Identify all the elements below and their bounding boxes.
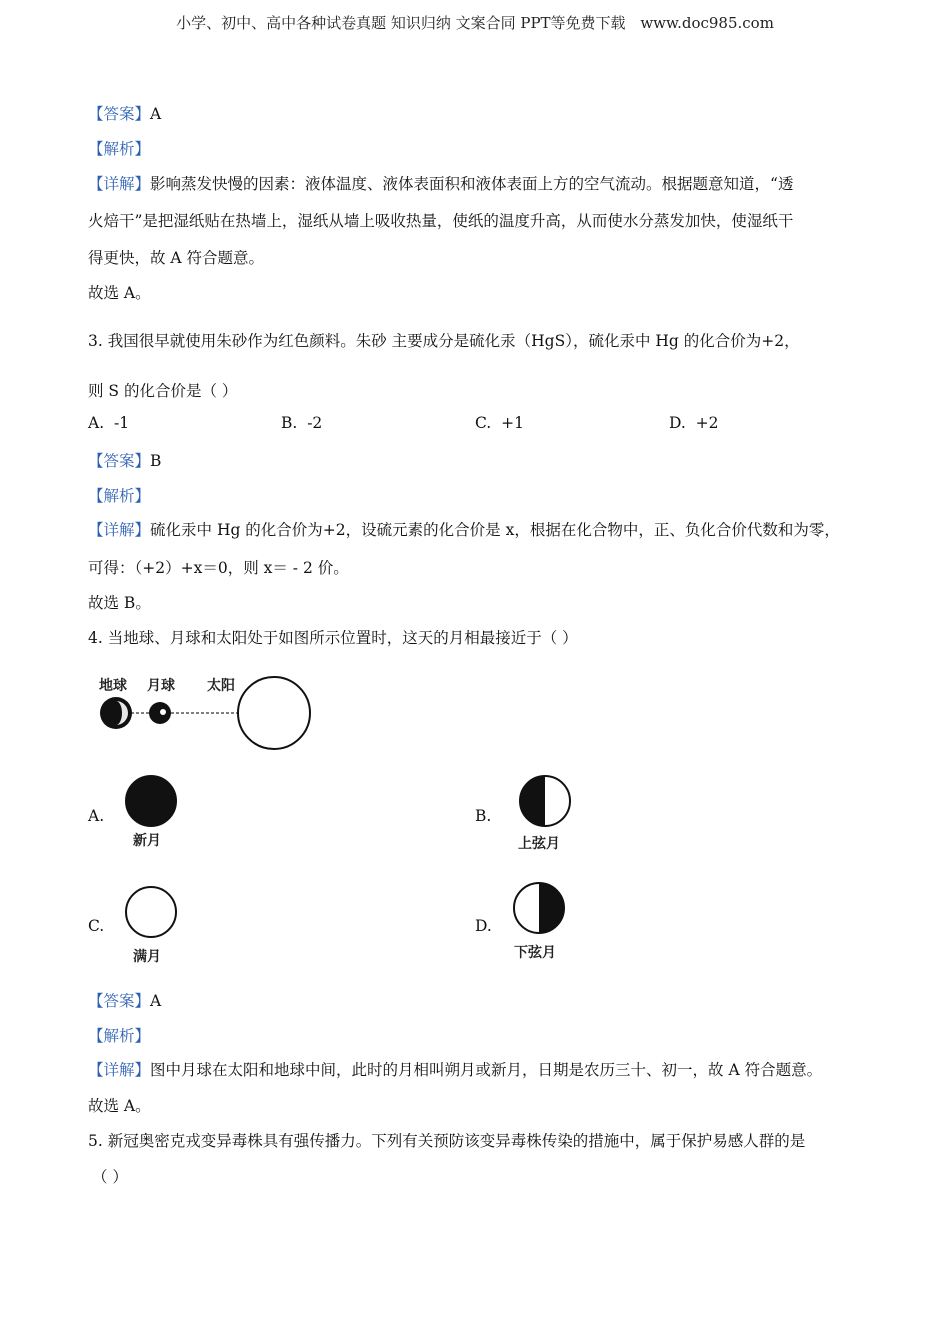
q3-option-d: D. +2 (669, 414, 719, 432)
moon-highlight (160, 709, 166, 715)
q2-answer: 【答案】A (88, 105, 162, 123)
q5-stem-line1: 5. 新冠奥密克戎变异毒株具有强传播力。下列有关预防该变异毒株传染的措施中，属于保护易感人群的是 (88, 1132, 806, 1150)
q3-conclusion: 故选 B。 (88, 594, 151, 612)
q4-option-b-label: B. (475, 807, 492, 825)
q4-conclusion: 故选 A。 (88, 1097, 151, 1115)
q4-detail-line1: 【详解】图中月球在太阳和地球中间，此时的月相叫朔月或新月，日期是农历三十、初一，故 A 符合题意。 (88, 1061, 823, 1079)
q2-detail-line2: 火焙干”是把湿纸贴在热墙上，湿纸从墙上吸收热量，使纸的温度升高，从而使水分蒸发加快，使湿纸干 (88, 212, 794, 230)
q2-detail-line3: 得更快，故 A 符合题意。 (88, 249, 265, 267)
q4-option-d-label: D. (475, 917, 492, 935)
q3-option-c: C. +1 (475, 414, 524, 432)
q4-stem: 4. 当地球、月球和太阳处于如图所示位置时，这天的月相最接近于（ ） (88, 629, 578, 647)
q4-option-a-label: A. (88, 807, 105, 825)
new-moon-icon (123, 774, 179, 830)
moon-icon (149, 702, 171, 724)
q5-stem-line2: （ ） (92, 1168, 128, 1186)
q2-detail-line1: 【详解】影响蒸发快慢的因素：液体温度、液体表面积和液体表面上方的空气流动。根据题意知道，“透 (88, 175, 794, 193)
q3-detail-line1: 【详解】硫化汞中 Hg 的化合价为+2，设硫元素的化合价是 x，根据在化合物中，正、负化合价代数和为零， (88, 521, 840, 539)
q4-option-c-label: C. (88, 917, 105, 935)
q2-analysis-tag: 【解析】 (88, 140, 151, 158)
q4-option-c-phase: 满月 (133, 949, 161, 965)
header-site-link[interactable]: www.doc985.com (640, 14, 774, 32)
first-quarter-moon-icon (517, 774, 573, 830)
q3-option-a: A. -1 (88, 414, 130, 432)
q3-option-b: B. -2 (281, 414, 323, 432)
earth-label: 地球 (99, 678, 127, 694)
q4-answer: 【答案】A (88, 992, 162, 1010)
q3-stem-line1: 3. 我国很早就使用朱砂作为红色颜料。朱砂 主要成分是硫化汞（HgS），硫化汞中 Hg 的化合价为+2， (88, 332, 800, 350)
sun-label: 太阳 (207, 678, 235, 694)
sun-icon (238, 677, 310, 749)
full-moon-icon (123, 885, 179, 941)
diagram-svg (96, 672, 316, 754)
q4-option-d-phase: 下弦月 (514, 945, 556, 961)
q3-answer: 【答案】B (88, 452, 162, 470)
q4-option-b-phase: 上弦月 (518, 836, 560, 852)
q3-stem-line2: 则 S 的化合价是（ ） (88, 382, 238, 400)
last-quarter-moon-icon (511, 881, 567, 937)
q2-conclusion: 故选 A。 (88, 284, 151, 302)
q4-option-a-phase: 新月 (133, 833, 161, 849)
page-header (0, 12, 950, 33)
q3-analysis-tag: 【解析】 (88, 487, 151, 505)
moon-label: 月球 (147, 678, 175, 694)
q3-detail-line2: 可得：（+2）+x＝0，则 x＝ - 2 价。 (88, 559, 349, 577)
earth-moon-sun-diagram (96, 672, 316, 754)
header-text: 小学、初中、高中各种试卷真题 知识归纳 文案合同 PPT等免费下载 (176, 14, 626, 32)
q4-analysis-tag: 【解析】 (88, 1027, 151, 1045)
